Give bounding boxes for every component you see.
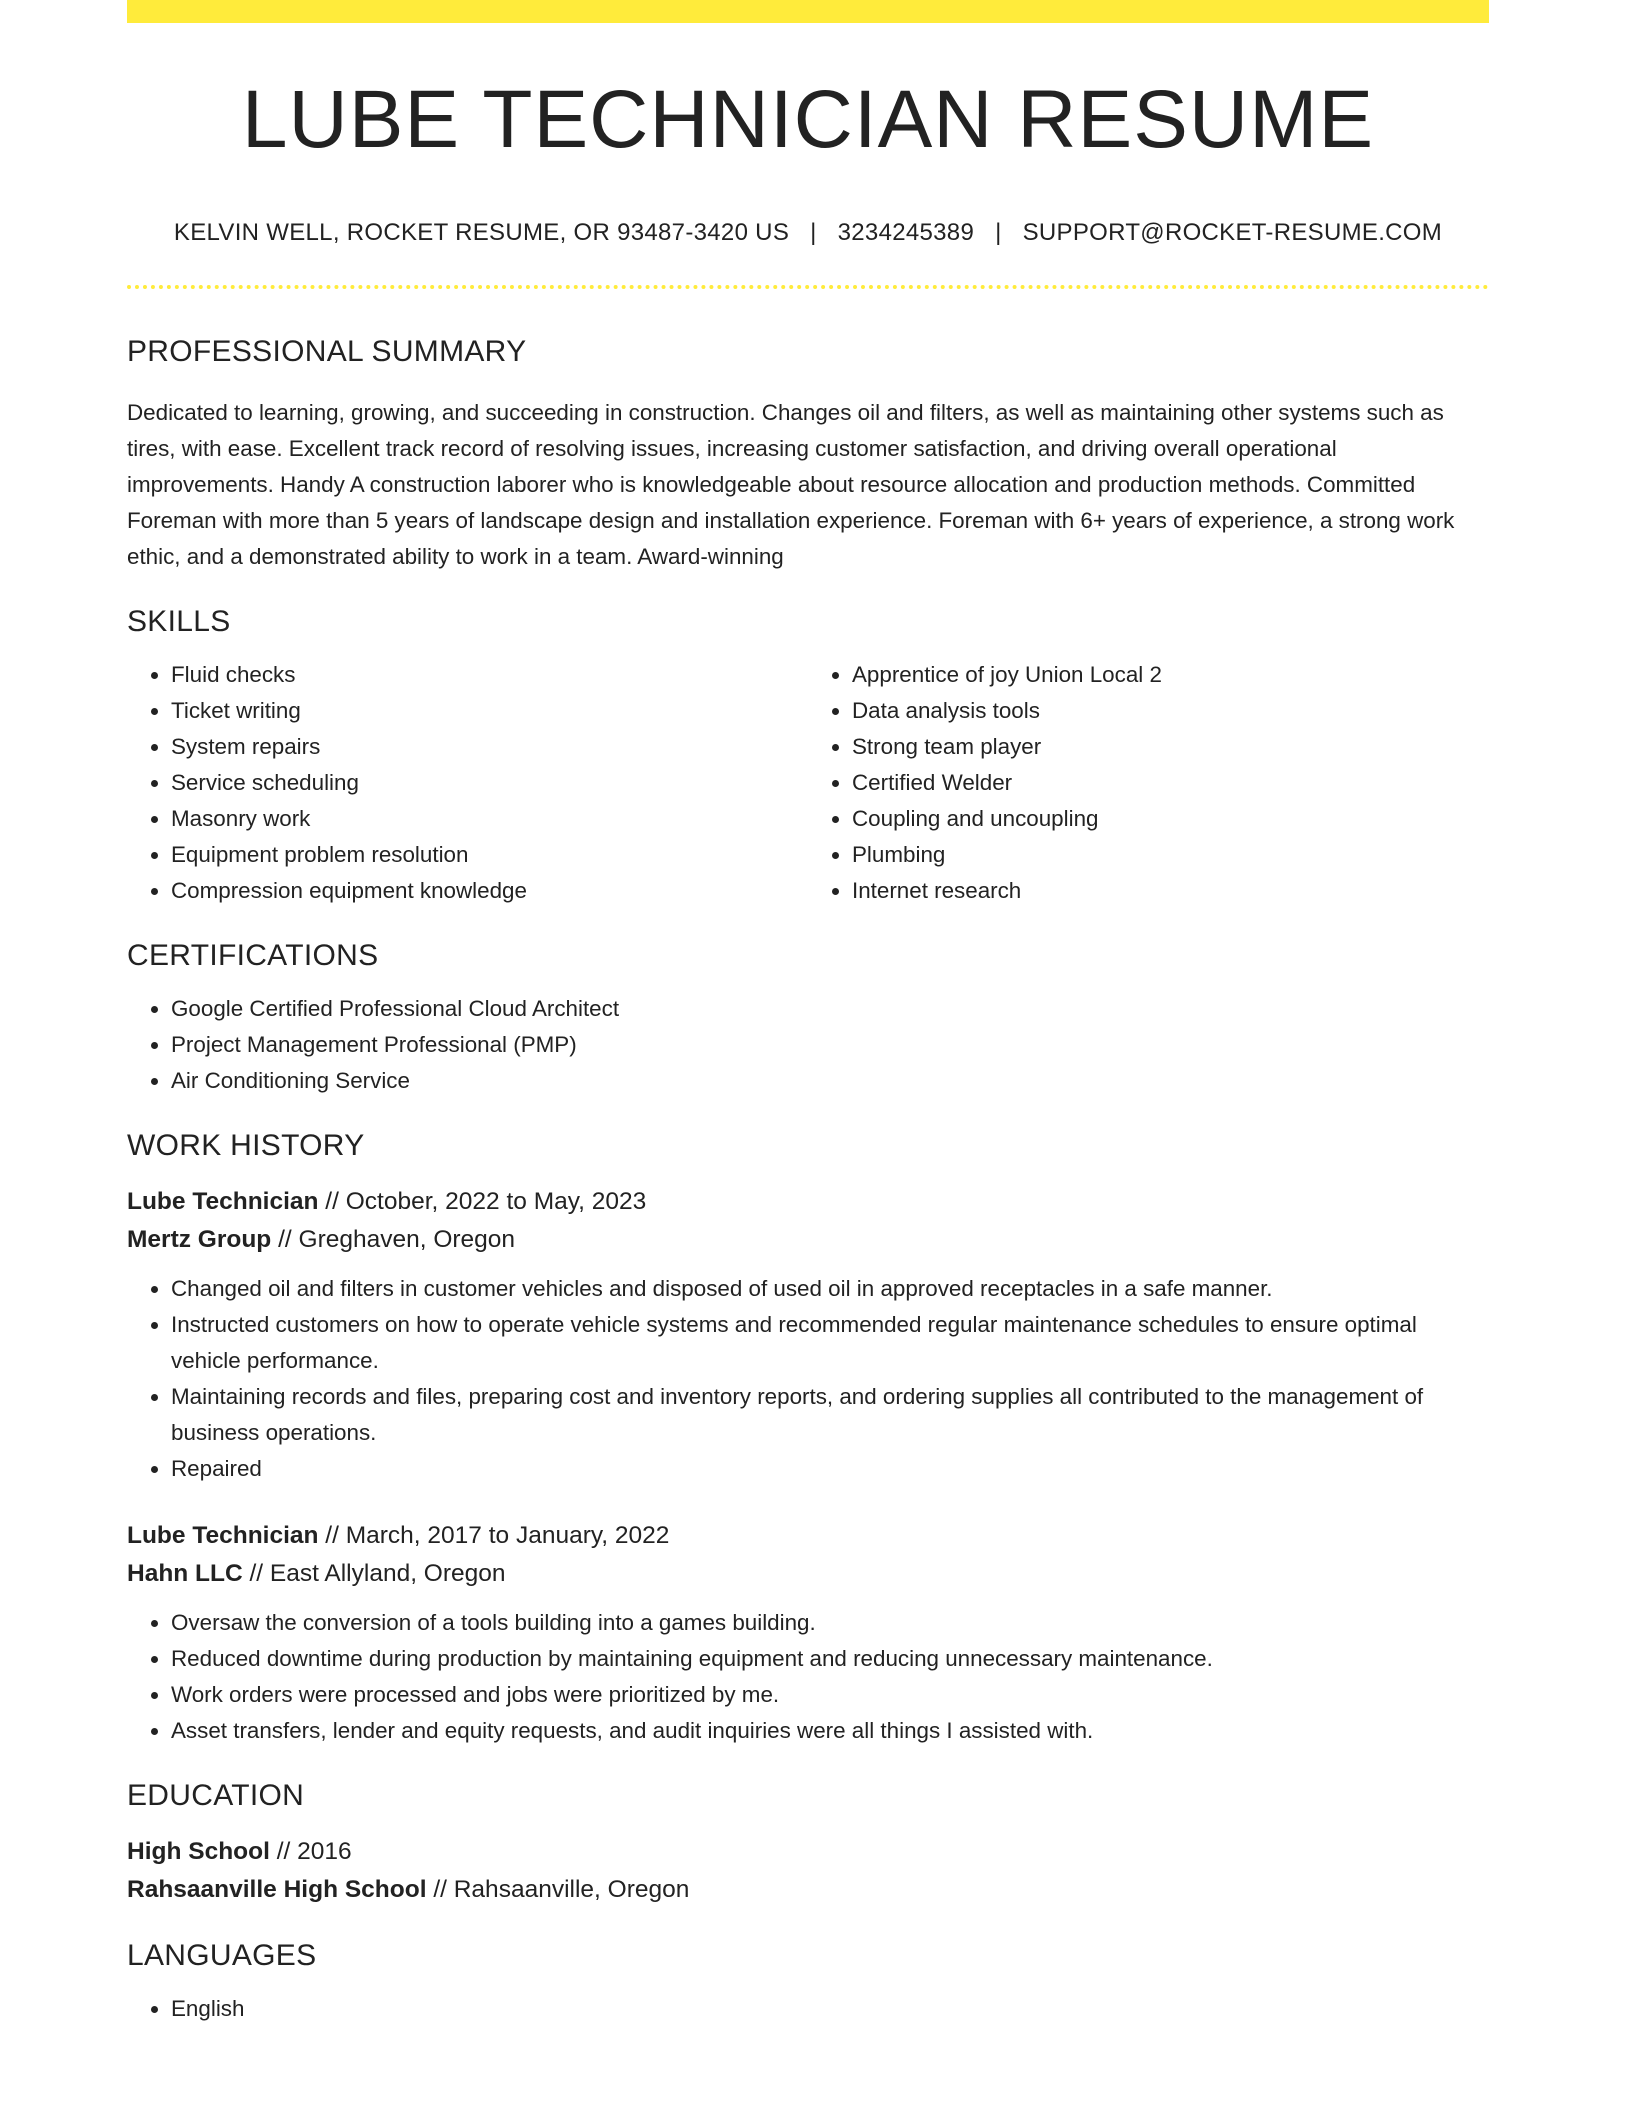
job-duty: • Repaired xyxy=(171,1451,1489,1487)
job-duty: • Changed oil and filters in customer vehicles and disposed of used oil in approved receptacles in a safe manner. xyxy=(171,1271,1489,1307)
job-entry xyxy=(127,1517,1489,1749)
education-entry xyxy=(127,1833,1489,1909)
contact-separator: | xyxy=(810,219,817,246)
job-duty: • Maintaining records and files, preparing cost and inventory reports, and ordering supplies all contributed to the management of business operations. xyxy=(171,1379,1489,1451)
resume-page xyxy=(127,0,1489,2027)
job-dates: // March, 2017 to January, 2022 xyxy=(318,1522,670,1549)
skill-item: • Apprentice of joy Union Local 2 xyxy=(852,657,1489,693)
section-heading-certifications: CERTIFICATIONS xyxy=(127,939,379,972)
education-degree-line xyxy=(127,1833,1489,1871)
skill-item: • Plumbing xyxy=(852,837,1489,873)
job-duty: • Work orders were processed and jobs were prioritized by me. xyxy=(171,1677,1489,1713)
language-item: • English xyxy=(171,1991,1489,2027)
job-dates: // October, 2022 to May, 2023 xyxy=(318,1188,647,1215)
dotted-divider xyxy=(127,285,1489,289)
skills-list-left xyxy=(127,657,808,909)
contact-separator: | xyxy=(995,219,1002,246)
languages-section xyxy=(127,1939,1489,2027)
job-duty: • Reduced downtime during production by maintaining equipment and reducing unnecessary maintenance. xyxy=(171,1641,1489,1677)
job-title-line xyxy=(127,1183,1489,1221)
skill-item: • Ticket writing xyxy=(171,693,808,729)
skills-section xyxy=(127,605,1489,909)
skill-item: • Fluid checks xyxy=(171,657,808,693)
job-duty: • Asset transfers, lender and equity requests, and audit inquiries were all things I assisted with. xyxy=(171,1713,1489,1749)
skill-item: • Internet research xyxy=(852,873,1489,909)
job-title: Lube Technician xyxy=(127,1188,319,1215)
skill-item: • Service scheduling xyxy=(171,765,808,801)
certification-item: • Google Certified Professional Cloud Architect xyxy=(171,991,1489,1027)
job-company-line xyxy=(127,1221,1489,1259)
languages-list xyxy=(127,1991,1489,2027)
section-heading-work-history: WORK HISTORY xyxy=(127,1129,365,1162)
skill-item: • Data analysis tools xyxy=(852,693,1489,729)
job-company: Mertz Group xyxy=(127,1226,272,1253)
certification-item: • Project Management Professional (PMP) xyxy=(171,1027,1489,1063)
certifications-section xyxy=(127,939,1489,1099)
contact-address: KELVIN WELL, ROCKET RESUME, OR 93487-3420 US xyxy=(173,219,790,246)
contact-line xyxy=(127,219,1489,247)
section-heading-skills: SKILLS xyxy=(127,605,231,638)
certification-item: • Air Conditioning Service xyxy=(171,1063,1489,1099)
education-school-line xyxy=(127,1871,1489,1909)
job-title: Lube Technician xyxy=(127,1522,319,1549)
skills-grid xyxy=(127,657,1489,909)
job-entry xyxy=(127,1183,1489,1487)
education-location: // Rahsaanville, Oregon xyxy=(426,1876,690,1903)
job-location: // Greghaven, Oregon xyxy=(271,1226,516,1253)
skill-item: • Masonry work xyxy=(171,801,808,837)
summary-section xyxy=(127,335,1489,575)
top-accent-bar xyxy=(127,0,1489,23)
education-section xyxy=(127,1779,1489,1909)
skill-item: • Certified Welder xyxy=(852,765,1489,801)
skill-item: • Compression equipment knowledge xyxy=(171,873,808,909)
education-degree: High School xyxy=(127,1838,270,1865)
education-school: Rahsaanville High School xyxy=(127,1876,427,1903)
section-heading-summary: PROFESSIONAL SUMMARY xyxy=(127,335,527,368)
education-year: // 2016 xyxy=(269,1838,352,1865)
section-heading-education: EDUCATION xyxy=(127,1779,305,1812)
job-company-line xyxy=(127,1555,1489,1593)
skill-item: • Strong team player xyxy=(852,729,1489,765)
job-company: Hahn LLC xyxy=(127,1560,243,1587)
section-heading-languages: LANGUAGES xyxy=(127,1939,317,1972)
skill-item: • Equipment problem resolution xyxy=(171,837,808,873)
summary-text: Dedicated to learning, growing, and succeeding in construction. Changes oil and filters, as well as maintaining other systems such as tires, with ease. Excellent track record of resolving issues, increasing customer satisfaction, and driving overall operational improvements. Handy A construction laborer who is knowledgeable about resource allocation and production methods. Committed Foreman with more than 5 years of landscape design and installation experience. Foreman with 6+ years of experience, a strong work ethic, and a demonstrated ability to work in a team. Award-winning xyxy=(127,400,1455,569)
job-location: // East Allyland, Oregon xyxy=(242,1560,506,1587)
contact-phone: 3234245389 xyxy=(837,219,975,246)
skill-item: • System repairs xyxy=(171,729,808,765)
job-duties-list xyxy=(127,1605,1489,1749)
certifications-list xyxy=(127,991,1489,1099)
contact-email: SUPPORT@ROCKET-RESUME.COM xyxy=(1022,219,1443,246)
job-title-line xyxy=(127,1517,1489,1555)
job-duty: • Instructed customers on how to operate vehicle systems and recommended regular maintenance schedules to ensure optimal vehicle performance. xyxy=(171,1307,1489,1379)
job-duties-list xyxy=(127,1271,1489,1487)
work-history-section xyxy=(127,1129,1489,1749)
skills-list-right xyxy=(808,657,1489,909)
resume-title: LUBE TECHNICIAN RESUME xyxy=(241,74,1375,165)
job-duty: • Oversaw the conversion of a tools building into a games building. xyxy=(171,1605,1489,1641)
skill-item: • Coupling and uncoupling xyxy=(852,801,1489,837)
